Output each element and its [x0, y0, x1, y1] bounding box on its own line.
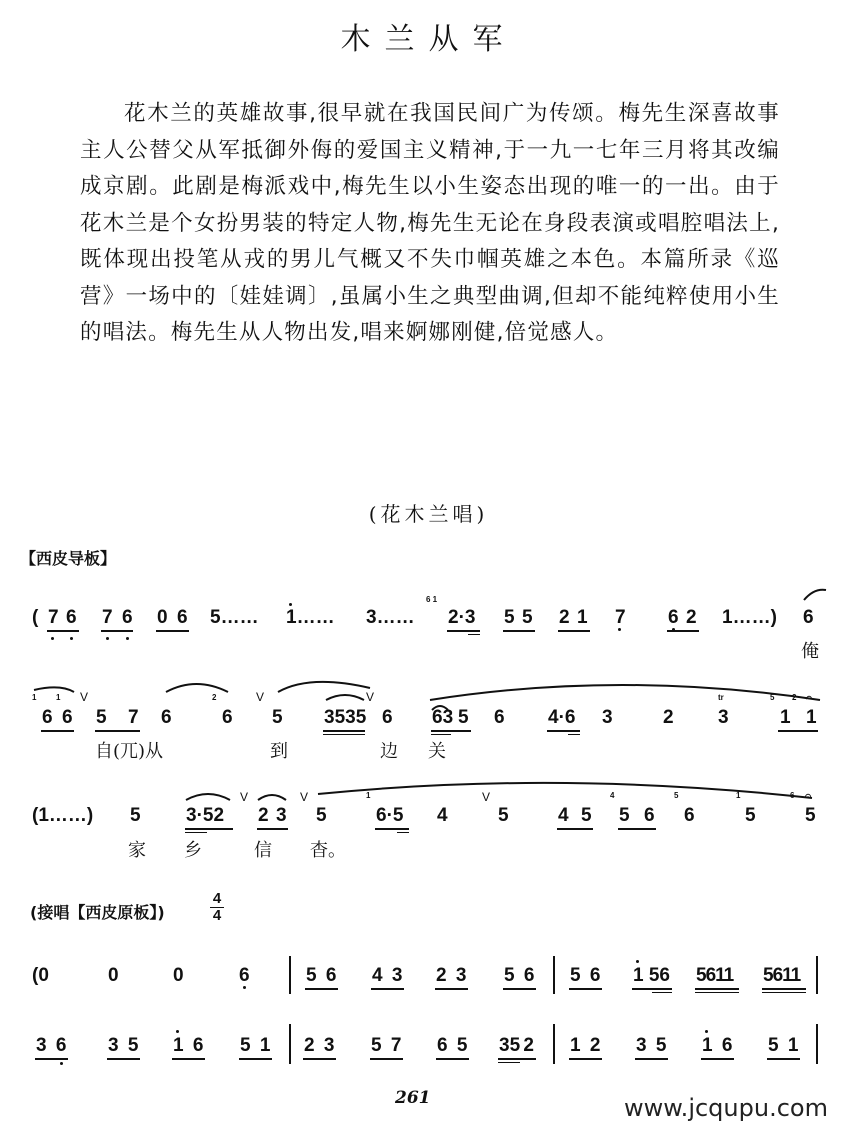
note: 1 [577, 607, 588, 628]
note: 6 [382, 707, 393, 728]
fermata-icon: 𝄐 [805, 790, 812, 802]
underline [305, 988, 338, 990]
low-octave-dot [106, 637, 109, 640]
singer-label: (花木兰唱) [368, 502, 489, 526]
double-underline [498, 1062, 520, 1063]
barline [553, 1024, 555, 1064]
grace-note: 1 [32, 693, 37, 702]
underline [41, 730, 74, 732]
note: 4 [437, 805, 448, 826]
underline [635, 1058, 668, 1060]
double-underline [652, 992, 672, 993]
note: 6 [122, 607, 133, 628]
note: 3535 [324, 707, 367, 728]
barline [289, 1024, 291, 1064]
note: 0 [157, 607, 168, 628]
time-signature-bottom: 4 [212, 907, 222, 924]
grace-note: 1 [366, 791, 371, 800]
grace-note: 2 [212, 693, 217, 702]
low-octave-dot [60, 1062, 63, 1065]
double-underline [568, 734, 580, 735]
double-underline [185, 832, 207, 833]
note: 2 [258, 805, 269, 826]
underline [695, 988, 739, 990]
note: 6 [803, 607, 814, 628]
lyric: 边 [380, 741, 398, 762]
note-group: 6 5 [437, 1035, 468, 1056]
underline [303, 1058, 336, 1060]
intro-paragraph: 花木兰的英雄故事,很早就在我国民间广为传颂。梅先生深喜故事主人公替父从军抵御外侮的爱国主义精神,于一九一七年三月将其改编成京剧。此剧是梅派戏中,梅先生以小生姿态出现的唯一的一出。由于花木兰是个女扮男装的特定人物,梅先生无论在身段表演或唱腔唱法上,既体现出投笔从戎的男儿气概又不失巾帼英雄之本色。本篇所录《巡营》一场中的〔娃娃调〕,虽属小生之典型曲调,但却不能纯粹使用小生的唱法。梅先生从人物出发,唱来婀娜刚健,倍觉感人。 [80, 101, 780, 345]
underline [701, 1058, 734, 1060]
note: 5 [130, 805, 141, 826]
note: 3 [718, 707, 729, 728]
note: 5 [498, 805, 509, 826]
underline [431, 730, 471, 732]
note: 3·52 [186, 805, 225, 826]
underline [156, 630, 189, 632]
watermark: www.jcqupu.com [624, 1094, 828, 1122]
note: 7 [615, 607, 626, 628]
note-group: 1 6 [173, 1035, 204, 1056]
note: 7 [48, 607, 59, 628]
underline [172, 1058, 205, 1060]
lyric: 到 [270, 741, 288, 762]
double-underline [431, 734, 451, 735]
grace-note: 5 [674, 791, 679, 800]
note: 6 [222, 707, 233, 728]
note: 5 [581, 805, 592, 826]
note: 63 [432, 707, 454, 728]
breath-mark: V [366, 690, 375, 704]
note: (1……) [32, 805, 94, 826]
lyric: 信 [254, 840, 272, 861]
lyric: 关 [428, 741, 446, 762]
underline [498, 1058, 536, 1060]
note: 6 [161, 707, 172, 728]
note-group: 35 2 [499, 1035, 534, 1056]
note: 7 [102, 607, 113, 628]
note-group: 3 5 [108, 1035, 139, 1056]
note: 5 [272, 707, 283, 728]
note: 2·3 [448, 607, 476, 628]
breath-mark: V [240, 790, 249, 804]
low-octave-dot [672, 628, 675, 631]
underline [375, 828, 409, 830]
high-octave-dot [636, 960, 639, 963]
note: 2 [663, 707, 674, 728]
breath-mark: V [256, 690, 265, 704]
underline [257, 828, 288, 830]
note: 6 [42, 707, 53, 728]
note: 6 [62, 707, 73, 728]
underline [767, 1058, 800, 1060]
note: 3 [276, 805, 287, 826]
breath-mark: V [80, 690, 89, 704]
note: 0 [108, 965, 119, 986]
note-group: 2 3 [304, 1035, 335, 1056]
underline [436, 1058, 469, 1060]
underline [447, 630, 480, 632]
barline [553, 956, 555, 994]
note-group: 1 6 [702, 1035, 733, 1056]
note: 2 [559, 607, 570, 628]
note-group: 1 56 [633, 965, 670, 986]
double-underline [323, 734, 365, 735]
barline [816, 1024, 818, 1064]
note: 3…… [366, 607, 415, 628]
underline [762, 988, 806, 990]
grace-note: 2 [792, 693, 797, 702]
note-group: 5 6 [306, 965, 337, 986]
section-label-xipi-yuanban: (接唱【西皮原板】) [30, 903, 165, 922]
trill-mark: tr [718, 693, 724, 702]
underline [547, 730, 580, 732]
note: 6 [66, 607, 77, 628]
note: 5 [316, 805, 327, 826]
note: 5 [96, 707, 107, 728]
note: 1……) [722, 607, 777, 628]
note: 6 [239, 965, 250, 986]
note: 1 [780, 707, 791, 728]
lyric: 自(兀)从 [95, 741, 164, 762]
note: 7 [128, 707, 139, 728]
underline [558, 630, 590, 632]
underline [107, 1058, 140, 1060]
lyric: 俺 [801, 641, 819, 662]
breath-mark: V [300, 790, 309, 804]
high-octave-dot [176, 1030, 179, 1033]
low-octave-dot [243, 986, 246, 989]
note-group: 4 3 [372, 965, 403, 986]
underline [503, 988, 536, 990]
section-label-xipi-daoban: 【西皮导板】 [20, 549, 117, 568]
underline [371, 988, 404, 990]
note: 6 [668, 607, 679, 628]
barline [816, 956, 818, 994]
underline [569, 1058, 602, 1060]
note: 6 [684, 805, 695, 826]
note: 2 [686, 607, 697, 628]
note: 3 [602, 707, 613, 728]
underline [618, 828, 656, 830]
page-title: 木兰从军 [340, 22, 517, 57]
underline [503, 630, 535, 632]
note: 1…… [286, 607, 335, 628]
note: 5 [805, 805, 816, 826]
underline [95, 730, 140, 732]
grace-note: 5 [770, 693, 775, 702]
note: 6·5 [376, 805, 404, 826]
note: (0 [32, 965, 49, 986]
note-group: 5 1 [240, 1035, 271, 1056]
lyric: 乡 [184, 840, 202, 861]
note: 4·6 [548, 707, 576, 728]
note: 6 [177, 607, 188, 628]
underline [557, 828, 593, 830]
note-group: 5 7 [371, 1035, 402, 1056]
grace-note: 6 [790, 791, 795, 800]
grace-note: 1 [736, 791, 741, 800]
underline [239, 1058, 272, 1060]
note: ( [32, 607, 39, 628]
underline [35, 1058, 68, 1060]
underline [632, 988, 672, 990]
underline [435, 988, 468, 990]
breath-mark: V [482, 790, 491, 804]
double-underline [695, 992, 739, 993]
double-underline [762, 992, 806, 993]
note-group: 2 3 [436, 965, 467, 986]
grace-note: 6 1 [426, 595, 438, 604]
note: 1 [806, 707, 817, 728]
underline [778, 730, 818, 732]
time-signature [210, 892, 224, 923]
high-octave-dot [705, 1030, 708, 1033]
note-group: 5 1 [768, 1035, 799, 1056]
underline [569, 988, 602, 990]
note: 5 [504, 607, 515, 628]
low-octave-dot [126, 637, 129, 640]
time-signature-top: 4 [212, 890, 222, 907]
high-octave-dot [289, 603, 292, 606]
note: 6 [644, 805, 655, 826]
low-octave-dot [618, 628, 621, 631]
barline [289, 956, 291, 994]
double-underline [397, 832, 409, 833]
note: 5…… [210, 607, 259, 628]
note-group: 5611 [763, 965, 801, 986]
note: 4 [558, 805, 569, 826]
underline [185, 828, 233, 830]
note: 5 [619, 805, 630, 826]
note-group: 1 2 [570, 1035, 601, 1056]
low-octave-dot [51, 637, 54, 640]
note-group: 3 5 [636, 1035, 667, 1056]
underline [101, 630, 133, 632]
underline [47, 630, 79, 632]
note-group: 5611 [696, 965, 734, 986]
fermata-icon: 𝄐 [806, 692, 813, 704]
note-group: 3 6 [36, 1035, 67, 1056]
lyric: 杳。 [310, 840, 346, 861]
note: 0 [173, 965, 184, 986]
grace-note: 4 [610, 791, 615, 800]
low-octave-dot [70, 637, 73, 640]
underline [323, 730, 365, 732]
note-group: 5 6 [570, 965, 601, 986]
double-underline [468, 634, 480, 635]
note: 5 [745, 805, 756, 826]
page-number: 261 [395, 1088, 431, 1108]
note: 5 [458, 707, 469, 728]
note-group: 5 6 [504, 965, 535, 986]
grace-note: 1 [56, 693, 61, 702]
lyric: 家 [128, 840, 146, 861]
note: 5 [522, 607, 533, 628]
note: 6 [494, 707, 505, 728]
underline [370, 1058, 403, 1060]
